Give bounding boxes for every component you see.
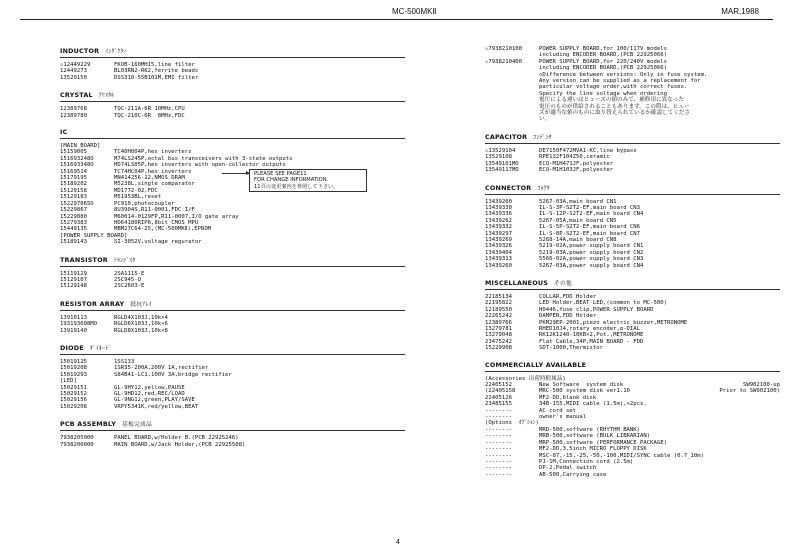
section-crystal bbox=[60, 90, 405, 119]
part-description: IL-S-8P-S2T2-EF,main board CN7 bbox=[539, 230, 641, 237]
part-number: -------- bbox=[485, 458, 512, 465]
group-label: [POWER SUPPLY BOARD] bbox=[60, 232, 128, 239]
part-number: 13439404 bbox=[485, 249, 512, 256]
part-number: 13439336 bbox=[485, 211, 512, 218]
section-rule bbox=[485, 143, 780, 144]
section-rule bbox=[60, 310, 405, 311]
part-description: H0446,fuse clip,POWER SUPPLY BOARD bbox=[539, 306, 654, 313]
part-number: 15019208 bbox=[60, 365, 87, 372]
group-label: [MAIN BOARD] bbox=[60, 143, 101, 150]
section-title bbox=[60, 255, 405, 264]
part-number: 13910113 bbox=[60, 314, 87, 321]
section-title-jp: ｺﾝﾃﾞﾝｻ bbox=[533, 134, 552, 141]
part-number: 15229867 bbox=[60, 207, 87, 214]
note-line: 11頁の変更案内を参照して下さい。 bbox=[254, 183, 339, 190]
part-description: 1SR35-200A,200V 1A,rectifier bbox=[114, 365, 209, 372]
part-number: 15159005 bbox=[60, 149, 87, 156]
part-number: 151693248O bbox=[60, 155, 94, 162]
section-title-text: COMMERCIALLY AVAILABLE bbox=[485, 360, 587, 369]
part-number: 22185134 bbox=[485, 293, 512, 300]
part-number: ⚠13529104 bbox=[485, 147, 516, 154]
part-description: VRPY5341K,red/yellow,BEAT bbox=[114, 403, 199, 410]
part-description: い。 bbox=[539, 116, 551, 123]
part-description: GL-9NG12,green,PLAY/SAVE bbox=[114, 397, 195, 404]
part-number: 15229880 bbox=[60, 213, 87, 220]
part-description: 5219-03A,power supply board CN2 bbox=[539, 249, 644, 256]
section-commercial bbox=[485, 361, 780, 479]
part-number: 13439313 bbox=[485, 256, 512, 263]
section-rule bbox=[60, 101, 405, 102]
part-description: Specify the line voltage when ordering bbox=[539, 90, 667, 97]
part-description: MF2-DD,blank disk bbox=[539, 394, 597, 401]
part-number: 13279048 bbox=[485, 332, 512, 339]
section-title-text: RESISTOR ARRAY bbox=[60, 299, 125, 308]
part-number: -------- bbox=[485, 433, 512, 440]
change-note-box bbox=[249, 169, 367, 192]
part-note: Prior to SW902100) bbox=[719, 388, 780, 395]
part-number: 15129158 bbox=[60, 187, 87, 194]
page-header bbox=[0, 0, 793, 20]
part-number: -------- bbox=[485, 465, 512, 472]
part-description: GL-9HD12,red,REC/LOAD bbox=[114, 391, 185, 397]
part-description: POWER SUPPLY BOARD,for 100/117V models bbox=[539, 46, 667, 52]
part-number: 15019293 bbox=[60, 371, 87, 378]
part-description: New Software system disk bbox=[539, 382, 624, 389]
part-number: ⚠7938210400 bbox=[485, 58, 523, 65]
part-description: RGLD6X103J,10k×6 bbox=[114, 321, 168, 328]
part-number: 12189550 bbox=[485, 306, 512, 313]
section-title-text: TRANSISTOR bbox=[60, 255, 108, 264]
part-description: including ENCODER BOARD,(PCB 22925066) bbox=[539, 52, 667, 59]
page-number: 4 bbox=[396, 539, 400, 546]
part-number: 15129183 bbox=[60, 194, 87, 201]
part-row bbox=[485, 472, 780, 478]
part-description: DE7150F472MVA1-KC,line bypass bbox=[539, 147, 637, 154]
part-description: MRB-500,software (BULK LIBRARIAN) bbox=[539, 433, 651, 440]
part-number: ⚠7938210100 bbox=[485, 46, 523, 52]
part-number: 13919140 bbox=[60, 327, 87, 334]
part-number: 15279383 bbox=[60, 219, 87, 226]
part-number: 15449135 bbox=[60, 226, 87, 233]
part-description: Flat Cable,34P,MAIN BOARD - FDD bbox=[539, 338, 644, 345]
part-description: TQC-211A-6R 10MHz,CPU bbox=[114, 106, 185, 113]
section-title-text: DIODE bbox=[60, 343, 84, 352]
part-description: AB-500,Carrying case bbox=[539, 471, 607, 478]
part-row bbox=[485, 167, 780, 173]
section-title-jp: 抵抗ｱﾚｲ bbox=[130, 301, 152, 308]
part-number: 22405126 bbox=[485, 394, 512, 401]
part-description: FKOB-160MH15,line filter bbox=[114, 62, 195, 68]
section-rule bbox=[485, 289, 780, 290]
section-misc bbox=[485, 278, 780, 352]
part-number: -------- bbox=[485, 426, 512, 433]
section-resistor bbox=[60, 299, 405, 334]
note-line: FOR CHANGE INFORMATION. bbox=[254, 177, 329, 184]
note-arrow bbox=[222, 173, 249, 174]
group-label: [LED] bbox=[60, 378, 77, 385]
part-row bbox=[60, 75, 405, 81]
part-number: 22195822 bbox=[485, 300, 512, 307]
part-number: 15119129 bbox=[60, 270, 87, 277]
part-row bbox=[485, 345, 780, 351]
part-description: particular voltage order,with correct fuses. bbox=[539, 84, 688, 91]
part-row bbox=[60, 226, 405, 232]
part-number: 13549101MO bbox=[485, 160, 519, 167]
part-number: 152297065O bbox=[60, 200, 94, 207]
part-number: 15169514 bbox=[60, 168, 87, 175]
part-number: 151693348O bbox=[60, 162, 94, 169]
section-title-jp: 基板完成品 bbox=[122, 422, 153, 429]
part-number: 15229908 bbox=[485, 345, 512, 352]
section-rule bbox=[60, 266, 405, 267]
revision-date: MAR,1988 bbox=[721, 7, 759, 16]
part-description: AC cord set bbox=[539, 407, 577, 414]
section-capacitor bbox=[485, 132, 780, 174]
part-description: 5219-02A,power supply board CN1 bbox=[539, 243, 644, 250]
section-rule bbox=[485, 371, 780, 372]
part-description: DP-2,Pedal switch bbox=[539, 465, 597, 472]
part-row bbox=[60, 113, 405, 119]
part-number: 13439330 bbox=[485, 204, 512, 211]
section-title-jp: ｲﾝﾀﾞｸﾀｰ bbox=[105, 49, 127, 55]
part-number: 13439260 bbox=[485, 198, 512, 205]
part-number: 7938205000 bbox=[60, 435, 94, 442]
part-number: 15129148 bbox=[60, 283, 87, 290]
part-description: RGLD4X103J,10k×4 bbox=[114, 314, 168, 321]
part-description: MRP-500,software (PERFORMANCE PACKAGE) bbox=[539, 439, 667, 446]
part-description: 電圧のものが供給されることもあります。この際は、ヒュー bbox=[539, 103, 690, 110]
left-column bbox=[60, 26, 405, 448]
part-description: M5238L,single comparator bbox=[114, 181, 195, 188]
section-title bbox=[60, 128, 405, 136]
part-row bbox=[60, 404, 405, 410]
part-description: 5267-05A,main board CN5 bbox=[539, 217, 617, 224]
note-line: PLEASE SEE PAGE11 bbox=[254, 171, 307, 177]
section-rule bbox=[60, 57, 405, 58]
section-title-text: MISCELLANEOUS bbox=[485, 278, 549, 287]
part-number: 15019125 bbox=[60, 358, 87, 365]
part-number: 23475242 bbox=[485, 338, 512, 345]
part-number: 13529150 bbox=[60, 74, 87, 81]
part-number: 15129107 bbox=[60, 276, 87, 283]
part-note: SW902100-up bbox=[742, 382, 780, 389]
part-description: DAMPER,FDD Holder bbox=[539, 313, 597, 320]
section-title bbox=[485, 278, 780, 287]
part-description: MRD-500,software (RHYTHM BANK) bbox=[539, 426, 641, 433]
section-title-text: IC bbox=[60, 128, 68, 137]
part-description: owner's manual bbox=[539, 414, 587, 421]
model-name: MC-500MKⅡ bbox=[392, 7, 437, 16]
part-description: 5267-03A,power supply board CN4 bbox=[539, 262, 644, 269]
section-title bbox=[60, 343, 405, 352]
section-diode bbox=[60, 343, 405, 410]
part-number: 23485155 bbox=[485, 401, 512, 408]
part-description: M74LS245P,octal bus transceivers with 3-state outputs bbox=[114, 155, 293, 162]
part-description: PJ-1M,Connection cord (2.5m) bbox=[539, 458, 634, 465]
part-row bbox=[60, 239, 405, 245]
part-description: RHED10J4,rotary encoder,α-DIAL bbox=[539, 326, 641, 332]
right-column bbox=[485, 26, 780, 478]
part-row bbox=[485, 116, 780, 122]
part-description: SI-3052V,voltage regurator bbox=[114, 239, 202, 246]
section-title-text: CRYSTAL bbox=[60, 91, 93, 100]
part-description: IL-S-3P-S2T2-EF,main board CN3 bbox=[539, 204, 641, 211]
part-number: 13279781 bbox=[485, 326, 512, 332]
part-description: including ENCODER BOARD,(PCB 22925066) bbox=[539, 65, 667, 72]
section-title bbox=[60, 46, 405, 55]
part-row bbox=[485, 263, 780, 269]
part-description: MF2-DD,3.5inch MICRO FLOPPY DISK bbox=[539, 446, 647, 453]
section-rule bbox=[485, 194, 780, 195]
part-description: IL-S-12P-S2T2-EF,main board CN4 bbox=[539, 211, 644, 218]
section-connector bbox=[485, 183, 780, 269]
part-number bbox=[485, 116, 539, 122]
part-description: PKM29EP-2001,piezo electric buzzer,METRONOME bbox=[539, 319, 688, 326]
section-title-jp: その他 bbox=[554, 280, 573, 287]
section-transistor bbox=[60, 255, 405, 290]
section-title bbox=[60, 90, 405, 99]
group-label: (Accessories 出荷時附属品) bbox=[485, 375, 566, 382]
section-title-text: PCB ASSEMBLY bbox=[60, 420, 117, 429]
section-title-jp: ﾀﾞｲｵｰﾄﾞ bbox=[89, 345, 112, 352]
part-number: 13439297 bbox=[485, 230, 512, 237]
part-description: LED Holder,BEAT LED,(common to MC-500) bbox=[539, 300, 667, 307]
section-inductor bbox=[60, 46, 405, 81]
section-title bbox=[485, 132, 780, 141]
part-description: BL03RN2-R62,ferrite beads bbox=[114, 68, 199, 75]
part-number: 22265242 bbox=[485, 313, 512, 320]
part-number: 12389768 bbox=[60, 106, 87, 113]
part-description: TQC-210C-6R 8MHz,FDC bbox=[114, 112, 185, 119]
group-label: (Options ｵﾌﾟｼｮﾝ) bbox=[485, 420, 539, 427]
section-title-jp: ﾄﾗﾝｼﾞｽﾀ bbox=[113, 257, 136, 264]
part-number: 15189143 bbox=[60, 239, 87, 246]
part-description: GL-9HY12,yellow,PAUSE bbox=[114, 384, 185, 391]
part-number: 15029156 bbox=[60, 397, 87, 404]
part-number: 13529108 bbox=[485, 154, 512, 161]
section-title bbox=[485, 361, 780, 369]
section-title-jp: ｸﾘｽﾀﾙ bbox=[98, 93, 115, 100]
part-description: M51953BL,reset bbox=[114, 194, 162, 201]
part-description: 5267-03A,main board CN1 bbox=[539, 198, 617, 205]
part-row bbox=[485, 414, 780, 420]
header-rule bbox=[20, 19, 773, 20]
part-description: POWER SUPPLY BOARD,for 220/240V models bbox=[539, 58, 667, 65]
part-description: ECQ-M1H103JF,polyester bbox=[539, 167, 614, 174]
part-description: RPE132F104Z50,ceramic bbox=[539, 154, 610, 161]
part-description: S84B41-LC1,100V 3A,bridge rectifier bbox=[114, 371, 232, 378]
part-number: ⚠12449229 bbox=[60, 62, 91, 68]
part-number: (22405158 bbox=[485, 388, 516, 395]
section-title bbox=[60, 299, 405, 308]
part-description: 5268-14A,main board CN8 bbox=[539, 236, 617, 243]
part-description: MAIN BOARD,w/Jack Holder,(PCB 22925508) bbox=[114, 441, 246, 448]
part-description: RGLD8X103J,10k×8 bbox=[114, 327, 168, 334]
section-rule bbox=[60, 430, 405, 431]
part-number: 22405152 bbox=[485, 382, 512, 389]
part-number: 12389780 bbox=[60, 112, 87, 119]
part-description: 1SS133 bbox=[114, 358, 135, 365]
section-title-text: CONNECTOR bbox=[485, 183, 532, 192]
part-number: -------- bbox=[485, 471, 512, 478]
section-title bbox=[485, 183, 780, 192]
part-number: -------- bbox=[485, 414, 512, 421]
part-description: DSS310-55B101M,EMI filter bbox=[114, 74, 199, 81]
part-number: -------- bbox=[485, 452, 512, 459]
part-description: SDT-1000,Thermistor bbox=[539, 345, 603, 352]
part-number: 13439332 bbox=[485, 224, 512, 231]
section-pcb bbox=[60, 419, 405, 448]
part-description: ◇Difference between versions: Only in fuse system. bbox=[539, 71, 708, 78]
part-description: RK12K1240-10KB×2,Pot.,METRONOME bbox=[539, 332, 644, 339]
part-number: 15189202 bbox=[60, 181, 87, 188]
part-description: ズが適当な値のものに取り替えられているか確認してくださ bbox=[539, 110, 691, 117]
part-description: 34B-155,MIDI cable (1.5m),×2pcs. bbox=[539, 401, 647, 408]
section-rule bbox=[60, 138, 405, 139]
part-description: IL-S-5P-S2T2-EF,main board CN6 bbox=[539, 224, 641, 231]
part-row bbox=[60, 283, 405, 289]
part-description: MN414256-12,NMOS DRAM bbox=[114, 175, 185, 182]
section-power bbox=[485, 46, 780, 123]
part-number: -------- bbox=[485, 407, 512, 414]
part-number: 12389766 bbox=[485, 319, 512, 326]
part-description: MRC-500 system disk ver1.10 bbox=[539, 388, 630, 395]
section-rule bbox=[60, 354, 405, 355]
part-description: 5566-02A,power supply board CN3 bbox=[539, 256, 644, 263]
part-number: 15029152 bbox=[60, 391, 87, 397]
part-description: HD64180RIP6,8bit CMOS MPU bbox=[114, 219, 199, 226]
part-number: 15029208 bbox=[60, 403, 87, 410]
part-description: TC74HC04P,hex inverters bbox=[114, 168, 192, 175]
part-description: ECQ-M1H471JF,polyester bbox=[539, 160, 614, 167]
part-description: PANEL BOARD,w/Holder B.(PCB 22925246) bbox=[114, 435, 239, 442]
part-description: 2SC945-Q bbox=[114, 276, 141, 283]
section-title-jp: ｺﾈｸﾀ bbox=[537, 185, 550, 192]
part-row bbox=[60, 372, 405, 378]
part-description: MSC-07,-15,-25,-50,-100,MIDI/SYNC cable (0.7_10m) bbox=[539, 452, 705, 459]
part-number: 193193608MO bbox=[60, 321, 98, 328]
part-description: M60014-0129FP,R11-0007,I/O gate array bbox=[114, 213, 239, 220]
part-number: 12449273 bbox=[60, 68, 87, 75]
part-description: MBM27C64-25,(MC-500MKⅡ),EPROM bbox=[114, 226, 212, 233]
part-number: -------- bbox=[485, 446, 512, 453]
part-description: Any version can be supplied as a replacement for bbox=[539, 78, 701, 85]
section-title bbox=[60, 419, 405, 428]
part-number: 7938206000 bbox=[60, 441, 94, 448]
part-number: 13439260 bbox=[485, 262, 512, 269]
section-title-text: CAPACITOR bbox=[485, 132, 528, 141]
part-number: 15029151 bbox=[60, 384, 87, 391]
part-number: -------- bbox=[485, 439, 512, 446]
part-description: 電圧による違いはヒューズの値のみで、補修用に異なった bbox=[539, 97, 685, 104]
part-description: 2SC2603-E bbox=[114, 283, 145, 290]
part-description: MD1772-02,FDC bbox=[114, 187, 158, 194]
part-row bbox=[60, 442, 405, 448]
part-number: 13439262 bbox=[485, 217, 512, 224]
part-number: 13549117MO bbox=[485, 167, 519, 174]
part-description: 8U3904S,R11-0001,FDC I/F bbox=[114, 207, 195, 214]
section-title-text: INDUCTOR bbox=[60, 47, 100, 55]
part-description: 2SA1115-E bbox=[114, 270, 145, 277]
part-description: TC40H004P,hex inverters bbox=[114, 149, 192, 156]
part-number: 13439326 bbox=[485, 243, 512, 250]
part-description: COLLAR,FDD Holder bbox=[539, 293, 597, 300]
part-description: HD74LS05P,hex inverters with open-collector outputs bbox=[114, 162, 286, 169]
part-description: PC910,photocoupler bbox=[114, 200, 175, 207]
part-row bbox=[60, 328, 405, 334]
part-number: 13439269 bbox=[485, 236, 512, 243]
part-number: 15179195 bbox=[60, 175, 87, 182]
